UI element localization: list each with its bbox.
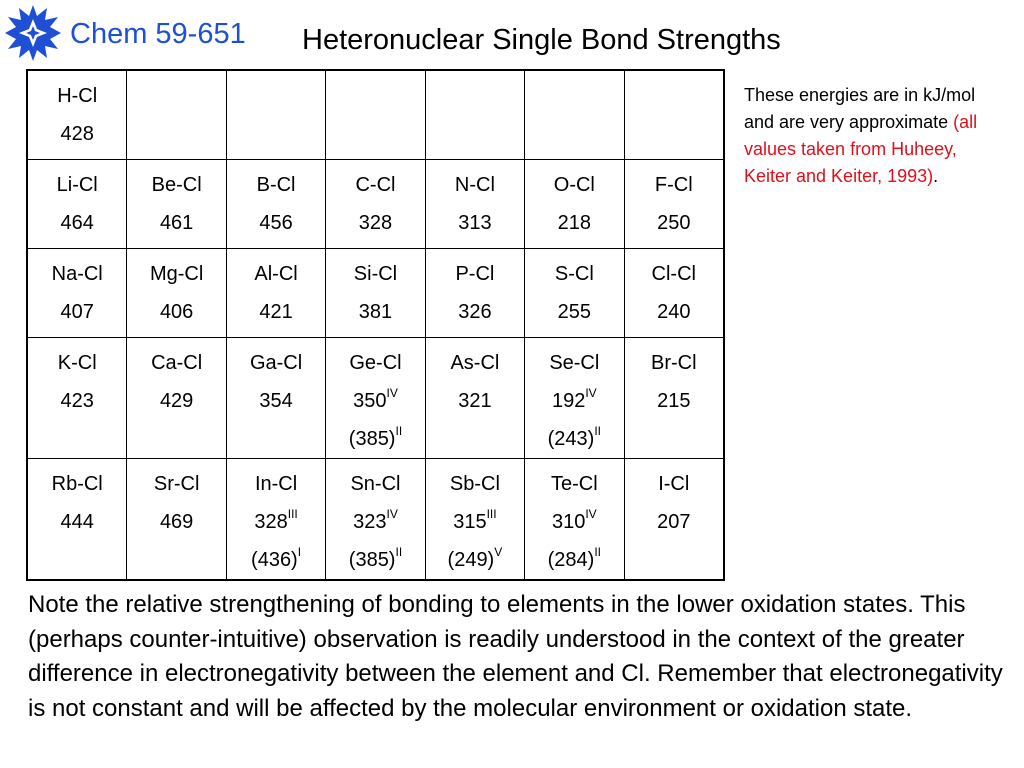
bond-cell	[127, 70, 226, 160]
bond-strength-table	[26, 69, 725, 581]
page-title: Heteronuclear Single Bond Strengths	[302, 24, 781, 56]
bond-cell	[425, 459, 524, 581]
bond-energy-line	[426, 204, 524, 242]
bond-cell	[127, 459, 226, 581]
bond-energy: 354	[259, 390, 293, 412]
bond-cell	[425, 160, 524, 249]
bond-label: Cl-Cl	[651, 263, 696, 285]
bond-cell	[525, 160, 624, 249]
alt-oxidation-state: II	[395, 545, 403, 560]
bond-cell	[425, 338, 524, 459]
bond-energy-line	[127, 204, 225, 242]
bond-energy: 407	[60, 301, 94, 323]
bond-label: Al-Cl	[254, 263, 298, 285]
bond-cell	[425, 249, 524, 338]
bond-energy-line	[625, 503, 723, 541]
bond-cell	[127, 160, 226, 249]
bond-label: N-Cl	[454, 174, 495, 196]
bond-label: C-Cl	[355, 174, 396, 196]
bond-label: Se-Cl	[549, 352, 600, 374]
bond-energy: 406	[159, 301, 194, 323]
bond-energy: 429	[159, 390, 194, 412]
bond-cell	[226, 338, 325, 459]
bond-energy: 423	[60, 390, 94, 412]
bond-cell	[27, 70, 127, 160]
bond-energy: 469	[159, 511, 194, 533]
bond-cell	[226, 70, 325, 160]
bond-cell	[326, 459, 425, 581]
bond-label: K-Cl	[57, 352, 97, 374]
alt-bond-energy: (385)	[348, 549, 396, 571]
oxidation-state: IV	[585, 507, 597, 522]
alt-energy-line	[326, 541, 424, 579]
table-row	[27, 338, 724, 459]
bond-energy-line	[326, 204, 424, 242]
bond-label: Ga-Cl	[249, 352, 303, 374]
bond-energy-line	[28, 204, 126, 242]
source-citation: (all values taken from Huheey, Keiter and Keiter, 1993)	[744, 112, 978, 186]
alt-energy-line	[525, 420, 623, 458]
alt-bond-energy: (436)	[251, 549, 298, 571]
bond-energy-line	[625, 204, 723, 242]
bond-energy: 255	[557, 301, 591, 323]
bond-label: Si-Cl	[353, 263, 398, 285]
bond-label: Sb-Cl	[449, 473, 500, 495]
bond-label: Li-Cl	[56, 174, 98, 196]
bond-energy: 428	[60, 123, 94, 145]
units-text: These energies are in kJ/mol and are very approximate	[744, 85, 976, 132]
bond-cell	[525, 459, 624, 581]
bond-cell	[27, 249, 127, 338]
bond-label: Br-Cl	[650, 352, 697, 374]
bond-cell	[127, 338, 226, 459]
bond-energy: 328	[358, 212, 393, 234]
bond-cell	[624, 459, 724, 581]
bond-label: F-Cl	[654, 174, 693, 196]
bond-energy: 315	[453, 511, 487, 533]
table-row	[27, 160, 724, 249]
bond-energy: 464	[60, 212, 94, 234]
table-row	[27, 70, 724, 160]
bond-energy-line	[227, 204, 325, 242]
bond-energy: 218	[557, 212, 591, 234]
bond-cell	[525, 249, 624, 338]
bond-energy: 240	[657, 301, 691, 323]
bond-energy-line	[625, 382, 723, 420]
bond-cell	[226, 160, 325, 249]
alt-oxidation-state: II	[594, 545, 601, 560]
bond-label: S-Cl	[554, 263, 594, 285]
bond-label: Rb-Cl	[51, 473, 103, 495]
bond-cell	[326, 160, 425, 249]
alt-oxidation-state: II	[594, 424, 601, 439]
bond-energy-line	[525, 382, 623, 420]
alt-energy-line	[326, 420, 424, 458]
alt-oxidation-state: II	[395, 424, 403, 439]
bond-energy: 328	[254, 511, 288, 533]
bond-label: O-Cl	[553, 174, 595, 196]
alt-energy-line	[426, 541, 524, 579]
bond-label: Ge-Cl	[349, 352, 402, 374]
bond-energy: 456	[259, 212, 293, 234]
bond-energy: 444	[60, 511, 94, 533]
alt-oxidation-state: I	[297, 545, 302, 560]
bond-cell	[624, 338, 724, 459]
bond-label: Be-Cl	[151, 174, 202, 196]
bond-cell	[525, 70, 624, 160]
bond-energy-line	[127, 293, 225, 331]
bond-label: B-Cl	[256, 174, 296, 196]
bond-energy-line	[127, 503, 225, 541]
table-row	[27, 459, 724, 581]
alt-bond-energy: (284)	[547, 549, 595, 571]
bond-energy: 461	[159, 212, 194, 234]
bond-cell	[226, 249, 325, 338]
bond-energy-line	[426, 382, 524, 420]
bond-cell	[326, 249, 425, 338]
bond-cell	[624, 249, 724, 338]
bond-energy-line	[326, 293, 424, 331]
bond-cell	[326, 70, 425, 160]
bond-label: I-Cl	[658, 473, 690, 495]
bond-energy: 323	[353, 511, 387, 533]
oxidation-state: IV	[386, 386, 398, 401]
bond-energy: 321	[458, 390, 492, 412]
oxidation-state-note: Note the relative strengthening of bonding to elements in the lower oxidation states. This (perhaps counter-intuitive) observation is readily understood in the context of the greater difference in electronegativity between the element and Cl. Remember that electronegativity is not constant and will be affected by the molecular environment or oxidation state.	[28, 591, 1003, 722]
table-row	[27, 249, 724, 338]
alt-bond-energy: (243)	[547, 428, 595, 450]
bond-cell	[27, 338, 127, 459]
bond-cell	[525, 338, 624, 459]
bond-energy: 421	[259, 301, 293, 323]
oxidation-state: III	[486, 507, 497, 522]
bond-energy: 350	[353, 390, 387, 412]
bond-energy: 381	[358, 301, 393, 323]
bond-energy-line	[28, 503, 126, 541]
bond-label: In-Cl	[254, 473, 298, 495]
bond-cell	[624, 160, 724, 249]
alt-bond-energy: (249)	[447, 549, 495, 571]
bond-energy: 326	[458, 301, 492, 323]
bond-cell	[624, 70, 724, 160]
bond-energy-line	[28, 115, 126, 153]
bond-label: Na-Cl	[51, 263, 103, 285]
bond-energy-line	[227, 382, 325, 420]
bond-energy: 215	[657, 390, 691, 412]
energy-units-note	[744, 82, 1006, 190]
bond-energy-line	[525, 204, 623, 242]
bond-label: H-Cl	[57, 85, 98, 107]
bond-energy-line	[227, 503, 325, 541]
bond-label: P-Cl	[455, 263, 495, 285]
bond-energy: 310	[551, 511, 586, 533]
oxidation-state: IV	[585, 386, 597, 401]
bond-energy: 250	[657, 212, 691, 234]
bond-label: Mg-Cl	[149, 263, 204, 285]
snowflake-star-icon	[4, 4, 62, 62]
bond-cell	[226, 459, 325, 581]
bond-label: Ca-Cl	[151, 352, 203, 374]
bond-label: Sr-Cl	[153, 473, 200, 495]
bond-cell	[127, 249, 226, 338]
oxidation-state: III	[287, 507, 298, 522]
course-label: Chem 59-651	[70, 18, 246, 50]
note-period: .	[933, 166, 939, 186]
alt-energy-line	[227, 541, 325, 579]
alt-energy-line	[525, 541, 623, 579]
bond-cell	[326, 338, 425, 459]
bond-energy-line	[326, 503, 424, 541]
bond-energy-line	[227, 293, 325, 331]
bond-energy: 207	[657, 511, 691, 533]
bond-energy-line	[28, 293, 126, 331]
bond-energy: 192	[551, 390, 586, 412]
oxidation-state: IV	[386, 507, 398, 522]
bond-energy-line	[625, 293, 723, 331]
bond-label: Sn-Cl	[350, 473, 401, 495]
bond-energy-line	[426, 503, 524, 541]
bond-energy-line	[28, 382, 126, 420]
bond-cell	[27, 459, 127, 581]
bond-cell	[425, 70, 524, 160]
bond-energy: 313	[458, 212, 492, 234]
bond-energy-line	[426, 293, 524, 331]
bond-energy-line	[326, 382, 424, 420]
alt-oxidation-state: V	[494, 545, 503, 560]
bond-label: As-Cl	[450, 352, 500, 374]
bond-energy-line	[127, 382, 225, 420]
bond-label: Te-Cl	[550, 473, 598, 495]
bond-energy-line	[525, 293, 623, 331]
alt-bond-energy: (385)	[348, 428, 396, 450]
bond-energy-line	[525, 503, 623, 541]
bond-cell	[27, 160, 127, 249]
